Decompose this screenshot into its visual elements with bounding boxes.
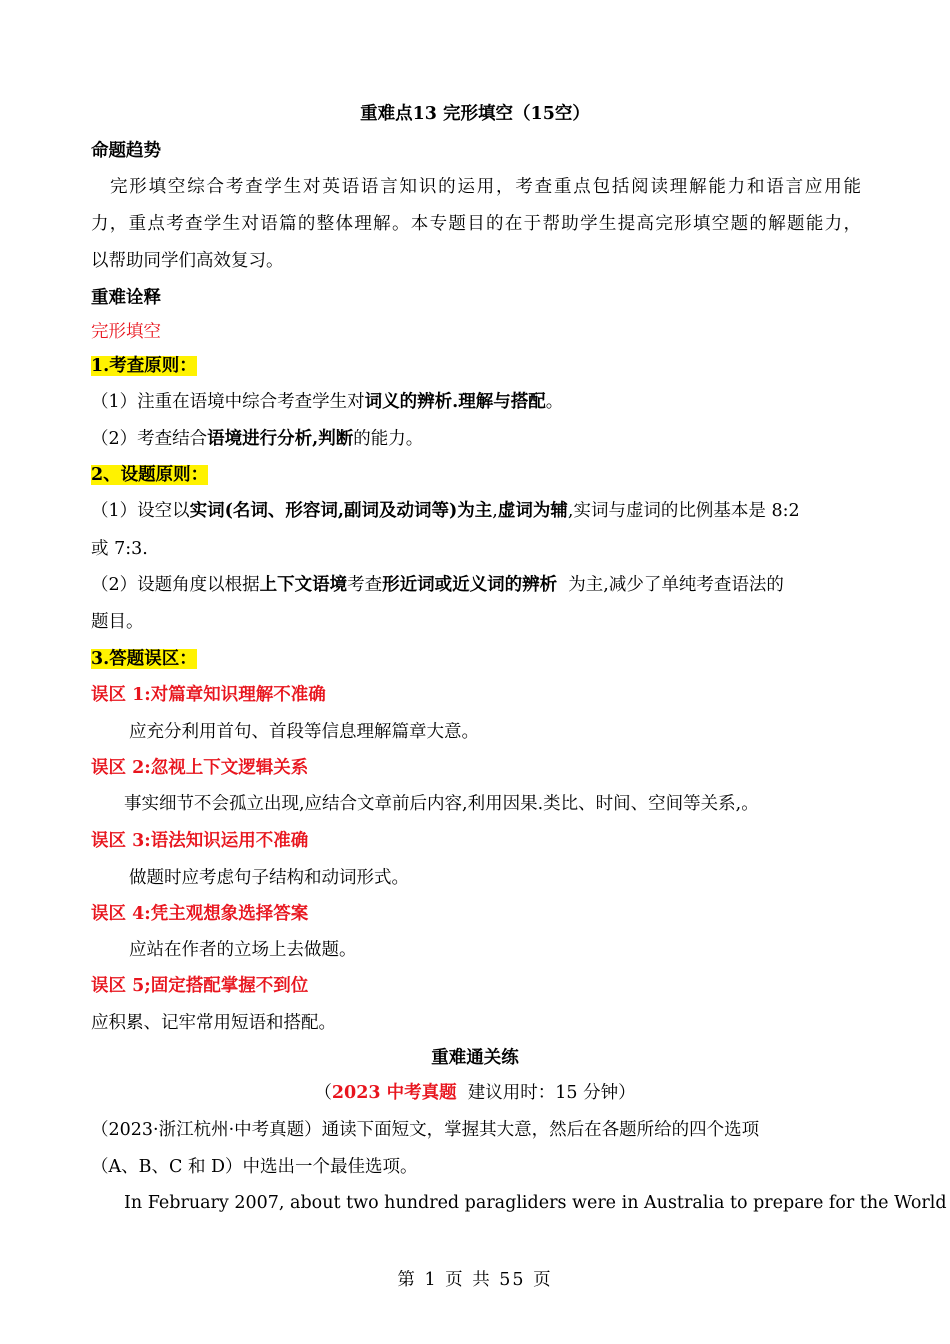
mistake-1-advice: 应充分利用首句、首段等信息理解篇章大意。 (129, 722, 479, 742)
text-span: 。 (545, 392, 564, 412)
bold-span: 词义的辨析.理解与搭配 (364, 392, 546, 412)
page-title: 重难点13 完形填空（15空） (360, 104, 590, 124)
highlighted-heading: 2、设题原则： (91, 465, 209, 485)
bold-span: 语境进行分析,判断 (207, 429, 354, 449)
highlighted-heading: 3.答题误区： (91, 649, 197, 669)
text-span: 考查 (347, 575, 383, 595)
text-span: （2）设题角度以根据 (91, 575, 260, 595)
mistake-3-advice: 做题时应考虑句子结构和动词形式。 (129, 868, 409, 888)
principle-2-item-2 (91, 573, 861, 597)
text-span: 的能力。 (353, 429, 424, 449)
exam-label: 2023 中考真题 (331, 1083, 457, 1103)
mistake-1-title: 误区 1:对篇章知识理解不准确 (91, 685, 326, 705)
principle-1-item-2 (91, 427, 861, 451)
mistake-2-title: 误区 2:忽视上下文逻辑关系 (91, 758, 309, 778)
text-span: （1）设空以 (91, 501, 190, 521)
page-footer: 第 1 页 共 55 页 (397, 1270, 553, 1290)
instruction-line-1: （2023·浙江杭州·中考真题）通读下面短文，掌握其大意，然后在各题所给的四个选项 (91, 1120, 760, 1140)
trend-line-3: 以帮助同学们高效复习。 (91, 251, 284, 271)
mistake-2-advice: 事实细节不会孤立出现,应结合文章前后内容,利用因果.类比、时间、空间等关系,。 (124, 794, 759, 814)
text-span: 建议用时：15 分钟） (456, 1083, 636, 1103)
principle-2-item-1-cont: 或 7:3. (91, 539, 148, 559)
bold-span: 实词(名词、形容词,副词及动词等)为主 (189, 501, 493, 521)
explain-heading: 重难诠释 (91, 288, 161, 308)
principle-2-heading (91, 463, 861, 487)
text-span: ,实词与虚词的比例基本是 8:2 (567, 501, 800, 521)
principle-1-heading (91, 354, 861, 378)
text-span: （1）注重在语境中综合考查学生对 (91, 392, 365, 412)
bold-span: 上下文语境 (259, 575, 348, 595)
mistake-3-title: 误区 3:语法知识运用不准确 (91, 831, 309, 851)
text-span: 为主,减少了单纯考查语法的 (557, 575, 784, 595)
mistake-4-title: 误区 4:凭主观想象选择答案 (91, 904, 309, 924)
text-span: , (492, 501, 498, 521)
principle-2-item-1 (91, 499, 861, 523)
trend-heading: 命题趋势 (91, 141, 161, 161)
mistake-5-title: 误区 5;固定搭配掌握不到位 (91, 976, 309, 996)
trend-line-2: 力，重点考查学生对语篇的整体理解。本专题目的在于帮助学生提高完形填空题的解题能力， (91, 214, 861, 234)
practice-subheading (0, 1081, 950, 1105)
principle-1-item-1 (91, 390, 861, 414)
highlighted-heading: 1.考查原则： (91, 356, 197, 376)
mistake-4-advice: 应站在作者的立场上去做题。 (129, 940, 357, 960)
text-span: （2）考查结合 (91, 429, 208, 449)
principle-2-item-2-cont: 题目。 (91, 612, 144, 632)
trend-line-1: 完形填空综合考查学生对英语语言知识的运用，考查重点包括阅读理解能力和语言应用能 (110, 177, 861, 197)
instruction-line-2: （A、B、C 和 D）中选出一个最佳选项。 (91, 1157, 418, 1177)
bold-span: 虚词为辅 (497, 501, 568, 521)
mistake-5-advice: 应积累、记牢常用短语和搭配。 (91, 1013, 336, 1033)
principle-3-heading (91, 647, 861, 671)
text-span: （ (314, 1083, 332, 1103)
practice-heading: 重难通关练 (431, 1048, 519, 1068)
bold-span: 形近词或近义词的辨析 (382, 575, 558, 595)
passage-first-line: In February 2007, about two hundred paragliders were in Australia to prepare for the World (124, 1193, 947, 1213)
cloze-label: 完形填空 (91, 322, 161, 342)
